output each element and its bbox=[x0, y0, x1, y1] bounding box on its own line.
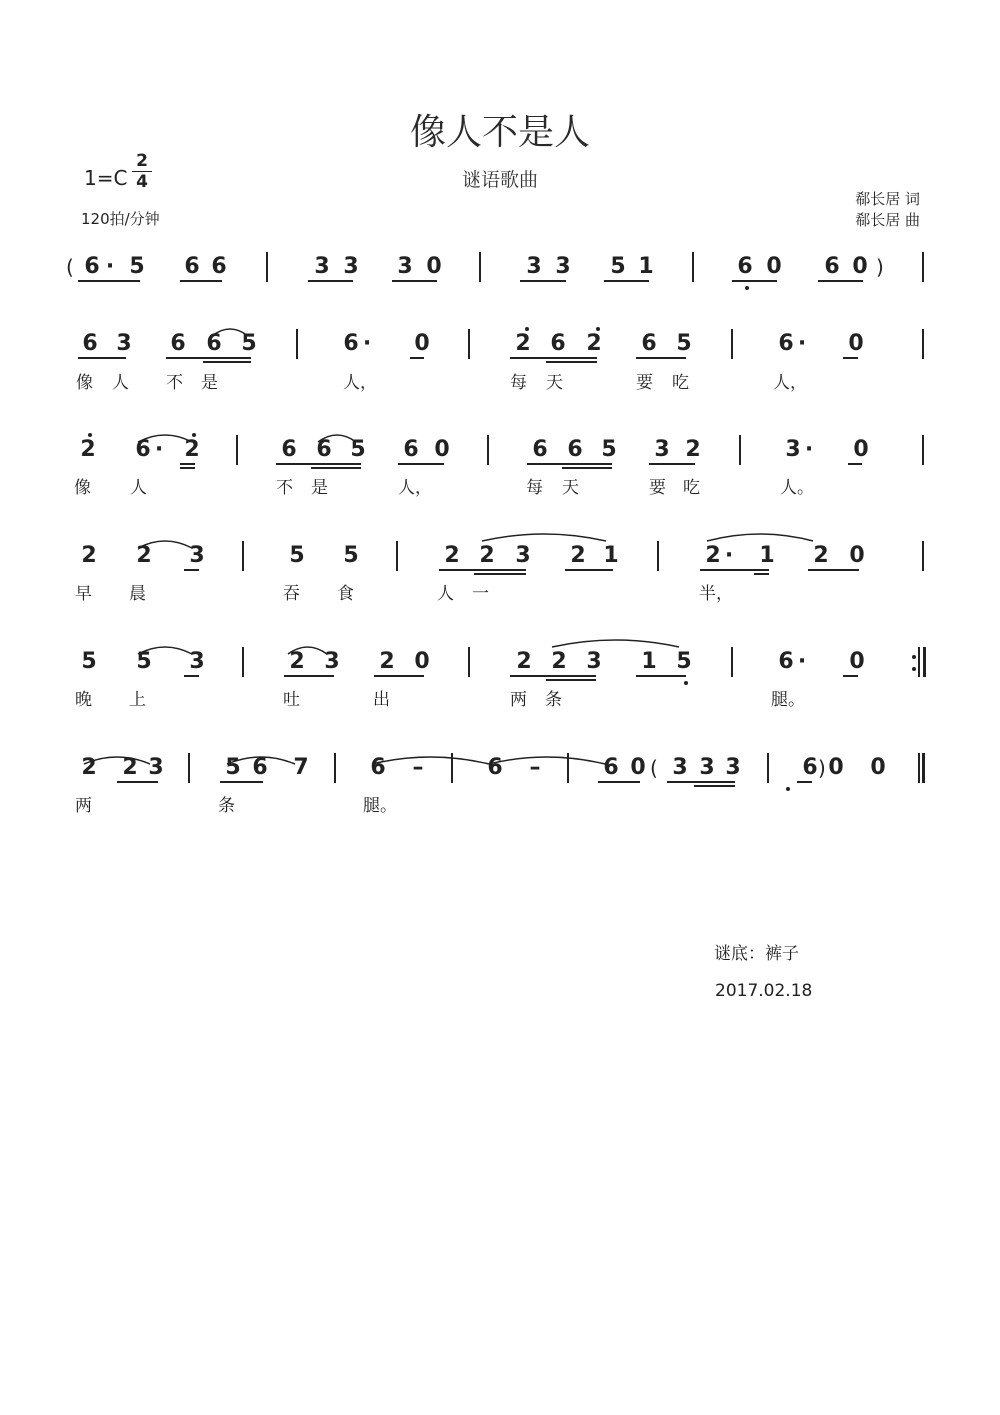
jianpu-note: 6 bbox=[603, 755, 619, 780]
jianpu-note: 6 bbox=[211, 254, 227, 279]
jianpu-note: 6 bbox=[82, 331, 98, 356]
composer-credit: 郗长居 曲 bbox=[855, 211, 920, 229]
lyric-syllable: 人， bbox=[398, 478, 432, 498]
lyric-syllable: 人， bbox=[773, 373, 807, 393]
jianpu-note: 2 bbox=[705, 543, 721, 568]
slur-arc bbox=[707, 534, 813, 541]
lyric-syllable: 要 bbox=[636, 373, 653, 393]
jianpu-note: 3 bbox=[555, 254, 571, 279]
lyric-syllable: 两 bbox=[510, 690, 527, 710]
slur-arc bbox=[288, 647, 327, 654]
lyric-syllable: 是 bbox=[311, 478, 328, 498]
jianpu-note: 6 bbox=[532, 437, 548, 462]
jianpu-note: 5 bbox=[129, 254, 145, 279]
jianpu-note: 3 bbox=[654, 437, 670, 462]
slur-arc bbox=[84, 757, 150, 764]
lyric-syllable: 人 bbox=[437, 584, 454, 604]
jianpu-note: 2 bbox=[685, 437, 701, 462]
slur-arc bbox=[318, 435, 356, 442]
parenthesis: ( bbox=[66, 255, 74, 279]
jianpu-note: 2 bbox=[479, 543, 495, 568]
jianpu-note: 2 bbox=[516, 649, 532, 674]
lyric-syllable: 要 bbox=[649, 478, 666, 498]
jianpu-note: 0 bbox=[852, 254, 868, 279]
jianpu-note: 5 bbox=[610, 254, 626, 279]
lyric-syllable: 人。 bbox=[780, 478, 814, 498]
riddle-answer: 谜底：裤子 bbox=[714, 944, 799, 964]
jianpu-note: 0 bbox=[848, 331, 864, 356]
jianpu-note: 1 bbox=[603, 543, 619, 568]
slur-arc bbox=[212, 329, 248, 336]
lyricist-credit: 郗长居 词 bbox=[855, 190, 920, 208]
lyric-syllable: 人 bbox=[130, 478, 147, 498]
lyric-syllable: 每 bbox=[526, 478, 543, 498]
jianpu-note: 0 bbox=[849, 649, 865, 674]
jianpu-note: 6 bbox=[487, 755, 503, 780]
time-signature-denominator: 4 bbox=[136, 172, 148, 192]
jianpu-note: 5 bbox=[676, 331, 692, 356]
lyric-syllable: 天 bbox=[546, 373, 563, 393]
slur-arc bbox=[482, 534, 606, 541]
jianpu-note: 2 bbox=[444, 543, 460, 568]
jianpu-note: 3 bbox=[397, 254, 413, 279]
jianpu-note: 2 bbox=[813, 543, 829, 568]
jianpu-note: 0 bbox=[414, 331, 430, 356]
dot-augmentation: · bbox=[362, 331, 372, 356]
dot-augmentation: · bbox=[154, 437, 164, 462]
time-signature-numerator: 2 bbox=[136, 151, 148, 171]
slur-arc bbox=[138, 647, 192, 654]
dot-augmentation: · bbox=[105, 254, 115, 279]
lyric-syllable: 每 bbox=[510, 373, 527, 393]
lyric-syllable: 是 bbox=[201, 373, 218, 393]
lyric-syllable: 早 bbox=[75, 584, 92, 604]
jianpu-note: 2 bbox=[81, 755, 97, 780]
jianpu-note: 6 bbox=[170, 331, 186, 356]
jianpu-note: 0 bbox=[630, 755, 646, 780]
key-signature: 1=C bbox=[84, 166, 128, 190]
jianpu-note: 5 bbox=[350, 437, 366, 462]
slur-arc bbox=[552, 640, 679, 647]
jianpu-note: 5 bbox=[289, 543, 305, 568]
dash-extension: – bbox=[412, 755, 424, 780]
jianpu-note: 2 bbox=[586, 331, 602, 356]
lyric-syllable: 上 bbox=[129, 690, 146, 710]
parenthesis: ( bbox=[650, 756, 658, 780]
lyric-syllable: 条 bbox=[545, 690, 562, 710]
jianpu-note: 5 bbox=[343, 543, 359, 568]
jianpu-note: 6 bbox=[778, 331, 794, 356]
song-title: 像人不是人 bbox=[409, 112, 590, 153]
jianpu-note: 3 bbox=[324, 649, 340, 674]
jianpu-note: 6 bbox=[778, 649, 794, 674]
jianpu-note: 0 bbox=[414, 649, 430, 674]
jianpu-note: 3 bbox=[672, 755, 688, 780]
jianpu-note: 3 bbox=[725, 755, 741, 780]
jianpu-note: 6 bbox=[252, 755, 268, 780]
lyric-syllable: 吃 bbox=[683, 478, 700, 498]
jianpu-note: 3 bbox=[314, 254, 330, 279]
jianpu-note: 0 bbox=[870, 755, 886, 780]
lyric-syllable: 天 bbox=[562, 478, 579, 498]
lyric-syllable: 人， bbox=[343, 373, 377, 393]
jianpu-note: 6 bbox=[370, 755, 386, 780]
jianpu-note: 3 bbox=[785, 437, 801, 462]
composition-date: 2017.02.18 bbox=[715, 981, 813, 1001]
jianpu-note: 6 bbox=[281, 437, 297, 462]
jianpu-note: 6 bbox=[316, 437, 332, 462]
jianpu-note: 5 bbox=[225, 755, 241, 780]
lyric-syllable: 吞 bbox=[283, 584, 300, 604]
jianpu-note: 0 bbox=[766, 254, 782, 279]
tempo-marking: 120拍/分钟 bbox=[81, 210, 160, 228]
slur-arc bbox=[489, 757, 605, 764]
lyric-syllable: 吃 bbox=[672, 373, 689, 393]
jianpu-note: 2 bbox=[570, 543, 586, 568]
jianpu-note: 6 bbox=[84, 254, 100, 279]
jianpu-note: 5 bbox=[601, 437, 617, 462]
dash-extension: – bbox=[529, 755, 541, 780]
lyric-syllable: 腿。 bbox=[771, 690, 805, 710]
jianpu-note: 6 bbox=[550, 331, 566, 356]
jianpu-note: 2 bbox=[289, 649, 305, 674]
lyric-syllable: 吐 bbox=[283, 690, 300, 710]
lyric-syllable: 人 bbox=[112, 373, 129, 393]
jianpu-note: 6 bbox=[343, 331, 359, 356]
lyric-syllable: 像 bbox=[74, 478, 91, 498]
slur-arc bbox=[372, 757, 489, 764]
jianpu-note: 0 bbox=[853, 437, 869, 462]
jianpu-note: 6 bbox=[184, 254, 200, 279]
jianpu-note: 6 bbox=[737, 254, 753, 279]
jianpu-note: 3 bbox=[343, 254, 359, 279]
slur-arc bbox=[138, 435, 192, 442]
jianpu-note: 0 bbox=[434, 437, 450, 462]
parenthesis: ) bbox=[876, 255, 884, 279]
jianpu-note: 3 bbox=[586, 649, 602, 674]
jianpu-note: 2 bbox=[379, 649, 395, 674]
lyric-syllable: 出 bbox=[373, 690, 390, 710]
lyric-syllable: 像 bbox=[76, 373, 93, 393]
jianpu-note: 5 bbox=[136, 649, 152, 674]
jianpu-note: 5 bbox=[676, 649, 692, 674]
jianpu-note: 2 bbox=[80, 437, 96, 462]
jianpu-note: 3 bbox=[148, 755, 164, 780]
jianpu-note: 3 bbox=[189, 649, 205, 674]
jianpu-note: 0 bbox=[426, 254, 442, 279]
jianpu-note: 1 bbox=[638, 254, 654, 279]
slur-arc bbox=[138, 541, 192, 548]
jianpu-note: 2 bbox=[81, 543, 97, 568]
jianpu-note: 6 bbox=[824, 254, 840, 279]
dot-augmentation: · bbox=[804, 437, 814, 462]
lyric-syllable: 条 bbox=[218, 796, 235, 816]
jianpu-note: 3 bbox=[699, 755, 715, 780]
lyric-syllable: 腿。 bbox=[363, 796, 397, 816]
song-subtitle: 谜语歌曲 bbox=[461, 169, 538, 191]
jianpu-note: 2 bbox=[122, 755, 138, 780]
jianpu-note: 2 bbox=[515, 331, 531, 356]
lyric-syllable: 不 bbox=[276, 478, 293, 498]
lyric-syllable: 半， bbox=[699, 584, 733, 604]
jianpu-note: 3 bbox=[515, 543, 531, 568]
jianpu-note: 7 bbox=[293, 755, 309, 780]
jianpu-note: 6 bbox=[206, 331, 222, 356]
lyric-syllable: 晨 bbox=[129, 584, 146, 604]
jianpu-note: 2 bbox=[136, 543, 152, 568]
parenthesis: ) bbox=[818, 756, 826, 780]
jianpu-note: 5 bbox=[81, 649, 97, 674]
slur-arc bbox=[227, 757, 295, 764]
lyric-syllable: 两 bbox=[75, 796, 92, 816]
jianpu-note: 6 bbox=[802, 755, 818, 780]
lyric-syllable: 不 bbox=[166, 373, 183, 393]
lyric-syllable: 晚 bbox=[75, 690, 92, 710]
jianpu-note: 3 bbox=[189, 543, 205, 568]
jianpu-note: 6 bbox=[567, 437, 583, 462]
jianpu-note: 2 bbox=[184, 437, 200, 462]
jianpu-note: 1 bbox=[641, 649, 657, 674]
jianpu-note: 3 bbox=[116, 331, 132, 356]
lyric-syllable: 食 bbox=[337, 584, 354, 604]
jianpu-note: 2 bbox=[551, 649, 567, 674]
dot-augmentation: · bbox=[797, 649, 807, 674]
jianpu-note: 6 bbox=[641, 331, 657, 356]
jianpu-note: 1 bbox=[759, 543, 775, 568]
lyric-syllable: 一 bbox=[472, 584, 489, 604]
jianpu-note: 5 bbox=[241, 331, 257, 356]
jianpu-note: 6 bbox=[403, 437, 419, 462]
jianpu-note: 0 bbox=[849, 543, 865, 568]
jianpu-note: 0 bbox=[828, 755, 844, 780]
jianpu-note: 6 bbox=[135, 437, 151, 462]
jianpu-note: 3 bbox=[526, 254, 542, 279]
dot-augmentation: · bbox=[797, 331, 807, 356]
dot-augmentation: · bbox=[724, 543, 734, 568]
